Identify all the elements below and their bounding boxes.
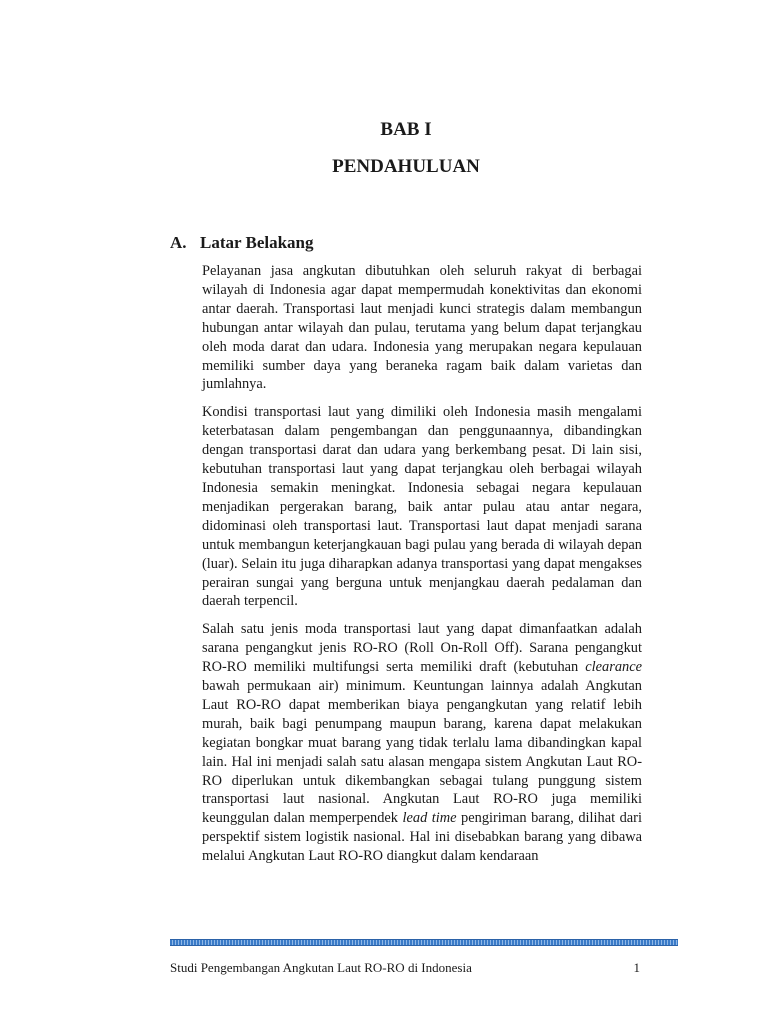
footer-rule	[170, 939, 678, 946]
section-heading	[170, 232, 314, 254]
italic-term-clearance: clearance	[585, 659, 642, 676]
paragraph-3-part-a: Salah satu jenis moda transportasi laut yang dapat dimanfaatkan adalah sarana pengangkut jenis RO-RO (Roll On-Roll Off). Sarana pengangkut RO-RO memiliki multifungsi serta memiliki draft (kebutuhan	[202, 621, 642, 676]
chapter-heading	[0, 118, 768, 179]
paragraph-3	[202, 620, 642, 866]
italic-term-lead-time: lead time	[402, 810, 457, 827]
section-title: Latar Belakang	[200, 233, 314, 252]
paragraph-3-part-c: pengiriman barang, dilihat dari perspektif sistem logistik nasional. Hal ini disebabkan barang yang dibawa melalui Angkutan Laut RO-RO diangkut dalam kendaraan	[202, 810, 642, 865]
footer-text: Studi Pengembangan Angkutan Laut RO-RO di Indonesia	[170, 960, 472, 975]
section-letter: A.	[170, 233, 187, 252]
paragraph-2: Kondisi transportasi laut yang dimiliki oleh Indonesia masih mengalami keterbatasan dalam pengembangan dan penggunaannya, dibandingkan dengan transportasi darat dan udara yang berkembang pesat. Di lain sisi, kebutuhan transportasi laut yang dapat terjangkau oleh berbagai wilayah Indonesia semakin meningkat. Indonesia sebagai negara kepulauan menjadikan pergerakan barang, baik antar pulau atau antar negara, didominasi oleh transportasi laut. Transportasi laut dapat menjadi sarana untuk membangun keterjangkauan bagi pulau yang berada di wilayah depan (luar). Selain itu juga diharapkan adanya transportasi yang dapat mengakses perairan sungai yang berguna untuk menjangkau daerah pedalaman dan daerah terpencil.	[202, 404, 642, 610]
chapter-number: BAB I	[380, 119, 432, 140]
body-text	[202, 262, 642, 875]
paragraph-3-part-b: bawah permukaan air) minimum. Keuntungan lainnya adalah Angkutan Laut RO-RO dapat memberikan biaya pengangkutan yang relatif lebih murah, baik bagi penumpang maupun barang, karena dapat melakukan kegiatan bongkar muat barang yang tidak terlalu lama dibandingkan kapal lain. Hal ini menjadi salah satu alasan mengapa sistem Angkutan Laut RO-RO diperlukan untuk dikembangkan sebagai tulang punggung sistem transportasi laut nasional. Angkutan Laut RO-RO juga memiliki keunggulan dalan memperpendek	[202, 678, 642, 827]
chapter-title: PENDAHULUAN	[332, 156, 480, 177]
paragraph-1: Pelayanan jasa angkutan dibutuhkan oleh seluruh rakyat di berbagai wilayah di Indonesia agar dapat mempermudah konektivitas dan ekonomi antar daerah. Transportasi laut menjadi kunci strategis dalam membangun hubungan antar wilayah dan pulau, terutama yang belum dapat terjangkau oleh moda darat dan udara. Indonesia yang merupakan negara kepulauan memiliki sumber daya yang beraneka ragam baik dalam varietas dan jumlahnya.	[202, 263, 642, 393]
page-number: 1	[633, 960, 640, 975]
